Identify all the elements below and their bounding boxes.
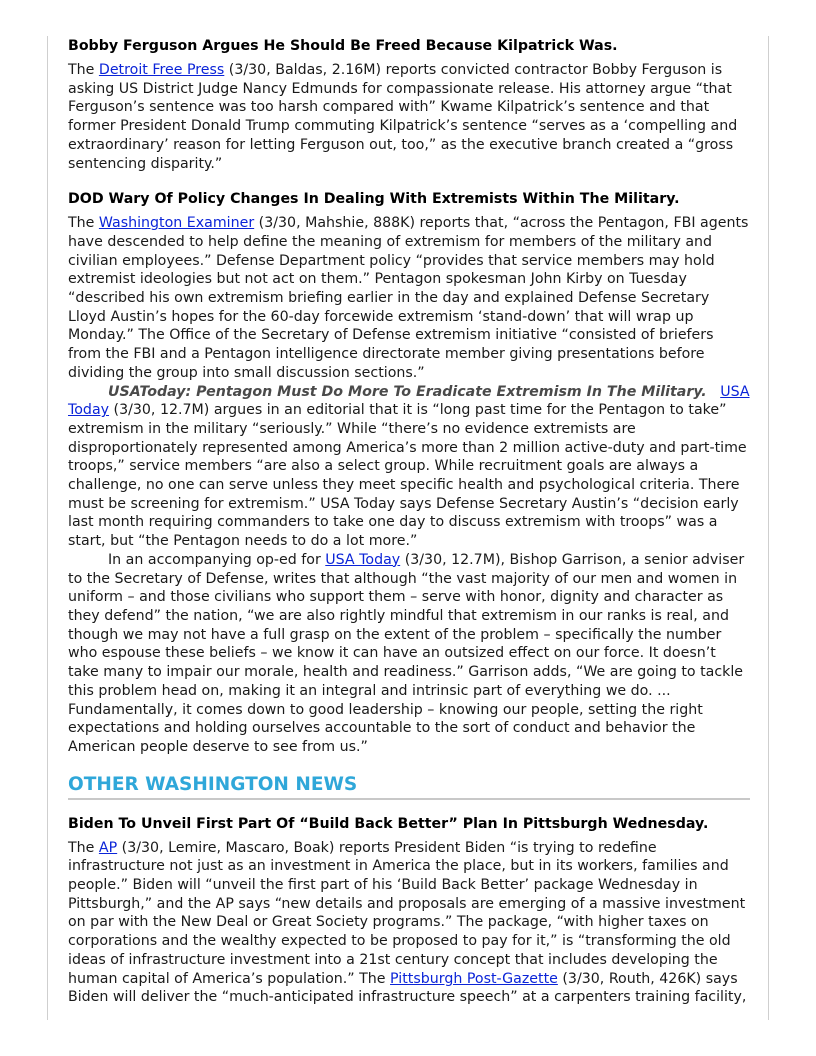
page-right-border bbox=[768, 36, 769, 1020]
article-paragraph bbox=[68, 61, 750, 173]
paragraph-text: The bbox=[68, 839, 99, 856]
article-paragraph bbox=[68, 383, 750, 551]
newsletter-content bbox=[68, 36, 750, 1007]
sub-headline: USAToday: Pentagon Must Do More To Eradicate Extremism In The Military. bbox=[108, 383, 707, 400]
article-ferguson bbox=[68, 36, 750, 173]
source-link-pittsburgh-post-gazette[interactable]: Pittsburgh Post-Gazette bbox=[390, 970, 558, 987]
section-title: OTHER WASHINGTON NEWS bbox=[68, 773, 750, 800]
paragraph-text: (3/30, Routh, 426K) says Biden will deliver the “much-anticipated infrastructure speech” at a carpenters training facility, bbox=[68, 970, 747, 1006]
paragraph-text: The bbox=[68, 215, 99, 232]
article-build-back-better bbox=[68, 814, 750, 1007]
page-left-border bbox=[47, 36, 48, 1020]
source-link-ap[interactable]: AP bbox=[98, 839, 118, 856]
source-link-usa-today-oped[interactable]: USA Today bbox=[325, 551, 401, 568]
article-headline: Bobby Ferguson Argues He Should Be Freed Because Kilpatrick Was. bbox=[68, 38, 618, 54]
paragraph-text: (3/30, Lemire, Mascaro, Boak) reports President Biden “is trying to redefine infrastructure not just as an investment in America the place, but in its workers, families and people.” Biden will “unveil the first part of his ‘Build Back Better’ package Wednesday in Pittsburgh,” and the AP says “new details and proposals are emerging of a massive investment on par with the New Deal or Great Society programs.” The package, “with higher taxes on corporations and the wealthy expected to be proposed to pay for it,” is “transforming the old ideas of infrastructure investment into a 21st century concept that includes developing the human capital of America’s population.” The bbox=[68, 839, 746, 987]
source-link-usa-today[interactable]: USA Today bbox=[68, 383, 750, 419]
paragraph-text: (3/30, Baldas, 2.16M) reports convicted contractor Bobby Ferguson is asking US District Judge Nancy Edmunds for compassionate release. His attorney argue “that Ferguson’s sentence was too harsh compared with” Kwame Kilpatrick’s sentence and that former President Donald Trump commuting Kilpatrick’s sentence “serves as a ‘compelling and extraordinary’ reason for letting Ferguson out, too,” as the executive branch created a “gross sentencing disparity.” bbox=[68, 62, 738, 172]
source-link-detroit-free-press[interactable]: Detroit Free Press bbox=[98, 62, 225, 78]
paragraph-text: (3/30, 12.7M), Bishop Garrison, a senior adviser to the Secretary of Defense, writes that although “the vast majority of our men and women in uniform – and those civilians who support them – serve with honor, dignity and character as they defend” the nation, “we are also rightly mindful that extremism in our ranks is real, and though we may not have a full grasp on the extent of the problem – specifically the number who espouse these beliefs – we know it can have an outsized effect on our force. It doesn’t take many to impair our morale, health and readiness.” Garrison adds, “We are going to tackle this problem head on, making it an integral and intrinsic part of everything we do. ... Fundamentally, it comes down to good leadership – knowing our people, setting the right expectations and holding ourselves accountable to the sort of conduct and behavior the American people deserve to see from us.” bbox=[68, 551, 745, 755]
article-headline: DOD Wary Of Policy Changes In Dealing With Extremists Within The Military. bbox=[68, 191, 680, 208]
article-paragraph bbox=[68, 839, 750, 1007]
paragraph-text: The bbox=[68, 62, 99, 78]
article-dod-extremism bbox=[68, 189, 750, 756]
article-paragraph bbox=[68, 214, 750, 382]
paragraph-text: In an accompanying op-ed for bbox=[108, 551, 326, 568]
paragraph-text: (3/30, 12.7M) argues in an editorial that it is “long past time for the Pentagon to take” extremism in the military “seriously.” While “there’s no evidence extremists are disproportionately represented among America’s more than 2 million active-duty and part-time troops,” service members “are also a select group. While recruitment goals are always a challenge, no one can serve unless they meet specific health and psychological criteria. There must be screening for extremism.” USA Today says Defense Secretary Austin’s “decision early last month requiring commanders to take one day to discuss extremism with troops” was a start, but “the Pentagon needs to do a lot more.” bbox=[68, 402, 747, 550]
article-paragraph bbox=[68, 551, 750, 757]
source-link-washington-examiner[interactable]: Washington Examiner bbox=[98, 215, 255, 232]
article-headline: Biden To Unveil First Part Of “Build Back Better” Plan In Pittsburgh Wednesday. bbox=[68, 815, 709, 832]
paragraph-text: (3/30, Mahshie, 888K) reports that, “across the Pentagon, FBI agents have descended to help define the meaning of extremism for members of the military and civilian employees.” Defense Department policy “provides that service members may hold extremist ideologies but not act on them.” Pentagon spokesman John Kirby on Tuesday “described his own extremism briefing earlier in the day and explained Defense Secretary Lloyd Austin’s hopes for the 60-day forcewide extremism ‘stand-down’ that will wrap up Monday.” The Office of the Secretary of Defense extremism initiative “consisted of briefers from the FBI and a Pentagon intelligence directorate member giving presentations before dividing the group into small discussion sections.” bbox=[68, 215, 749, 381]
